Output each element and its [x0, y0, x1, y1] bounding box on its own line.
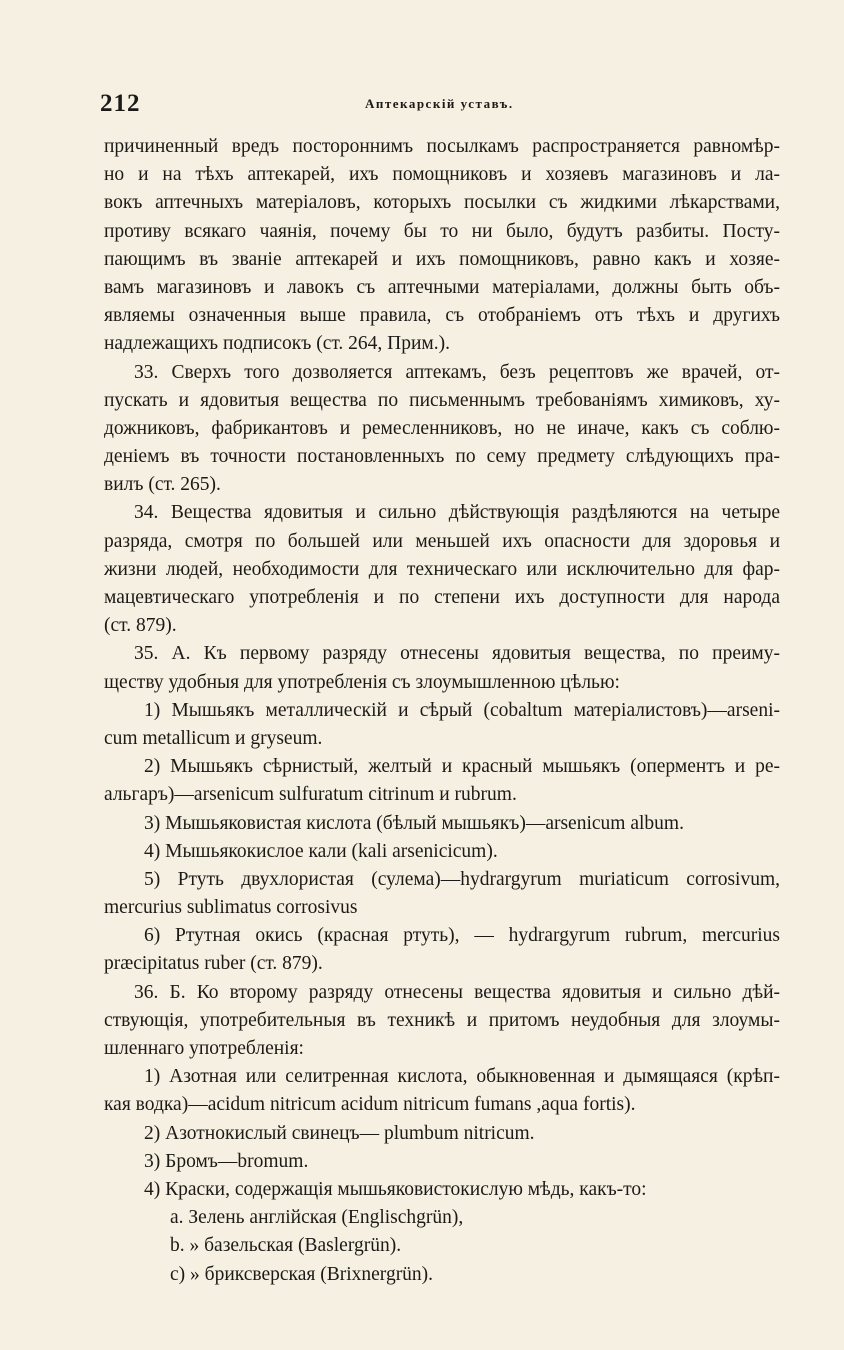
page-number: 212 — [100, 90, 141, 117]
text-line: 5) Ртуть двухлористая (сулема)—hydrargyrum muriaticum corrosivum, — [144, 868, 780, 890]
text-line: 3) Мышьяковистая кислота (бѣлый мышьякъ)—arsenicum album. — [144, 812, 684, 834]
text-line: являемы означенныя выше правила, съ отобраніемъ отъ тѣхъ и другихъ — [104, 305, 780, 327]
text-line: причиненный вредъ постороннимъ посылкамъ распространяется равномѣр- — [104, 136, 780, 157]
text-line: надлежащихъ подписокъ (ст. 264, Прим.). — [104, 333, 451, 355]
text-line: 6) Ртутная окись (красная ртуть), — hydrargyrum rubrum, mercurius — [144, 925, 780, 947]
text-line: 1) Мышьякъ металлическій и сѣрый (cobaltum матеріалистовъ)—arseni- — [144, 699, 780, 721]
text-line: шленнаго употребленія: — [104, 1038, 304, 1059]
text-line: вилъ (ст. 265). — [104, 474, 221, 496]
text-line: 36. Б. Ко второму разряду отнесены вещества ядовитыя и сильно дѣй- — [134, 981, 780, 1003]
text-line: a. Зелень англійская (Englischgrün), — [170, 1207, 464, 1229]
text-line: вокъ аптечныхъ матеріаловъ, которыхъ посылки съ жидкими лѣкарствами, — [104, 192, 780, 214]
text-line: ствующія, употребительныя въ техникѣ и притомъ неудобныя для злоумы- — [104, 1009, 780, 1031]
text-line: дожниковъ, фабрикантовъ и ремесленниковъ, но не иначе, какъ съ соблю- — [104, 417, 780, 439]
text-line: 4) Краски, содержащія мышьяковистокислую мѣдь, какъ-то: — [144, 1178, 647, 1200]
text-line: (ст. 879). — [104, 615, 177, 637]
text-line: мацевтическаго употребленія и по степени ихъ доступности для народа — [104, 587, 780, 608]
text-line: præcipitatus ruber (ст. 879). — [104, 953, 323, 975]
running-head: Аптекарскій уставъ. — [365, 96, 514, 111]
text-line: 33. Сверхъ того дозволяется аптекамъ, безъ рецептовъ же врачей, от- — [134, 361, 780, 383]
text-line: пускать и ядовитыя вещества по письменнымъ требованіямъ химиковъ, ху- — [104, 389, 780, 411]
page-body — [104, 133, 780, 1289]
text-line: деніемъ въ точности постановленныхъ по сему предмету слѣдующихъ пра- — [104, 446, 780, 468]
text-line: 2) Азотнокислый свинецъ— plumbum nitricum. — [144, 1122, 535, 1144]
text-line: 3) Бромъ—bromum. — [144, 1150, 309, 1172]
text-line: 35. А. Къ первому разряду отнесены ядовитыя вещества, по преиму- — [134, 643, 780, 665]
text-line: ществу удобныя для употребленія съ злоумышленною цѣлью: — [104, 671, 620, 693]
text-line: 34. Вещества ядовитыя и сильно дѣйствующія раздѣляются на четыре — [134, 502, 780, 524]
text-line: пающимъ въ званіе аптекарей и ихъ помощниковъ, равно какъ и хозяе- — [104, 248, 780, 270]
text-line: 2) Мышьякъ сѣрнистый, желтый и красный мышьякъ (оперментъ и ре- — [144, 756, 780, 778]
text-line: 4) Мышьякокислое кали (kali arsenicicum). — [144, 840, 498, 862]
text-line: альгаръ)—arsenicum sulfuratum citrinum и rubrum. — [104, 784, 517, 806]
text-line: cum metallicum и gryseum. — [104, 727, 323, 749]
text-line: вамъ магазиновъ и лавокъ съ аптечными матеріалами, должны быть объ- — [104, 276, 780, 298]
text-line: но и на тѣхъ аптекарей, ихъ помощниковъ и хозяевъ магазиновъ и ла- — [104, 164, 780, 186]
text-line: mercurius sublimatus corrosivus — [104, 897, 358, 919]
text-line: противу всякаго чаянія, почему бы то ни было, будутъ разбиты. Посту- — [104, 220, 780, 242]
text-line: разряда, смотря по большей или меньшей ихъ опасности для здоровья и — [104, 530, 780, 552]
text-line: b. » базельская (Baslergrün). — [170, 1235, 402, 1257]
text-line: c) » бриксверская (Brixnergrün). — [170, 1263, 434, 1285]
text-line: кая водка)—acidum nitricum acidum nitricum fumans ,aqua fortis). — [104, 1094, 636, 1116]
text-line: 1) Азотная или селитренная кислота, обыкновенная и дымящаяся (крѣп- — [144, 1066, 780, 1088]
page-header — [100, 90, 780, 130]
text-line: жизни людей, необходимости для техническаго или исключительно для фар- — [104, 558, 780, 580]
